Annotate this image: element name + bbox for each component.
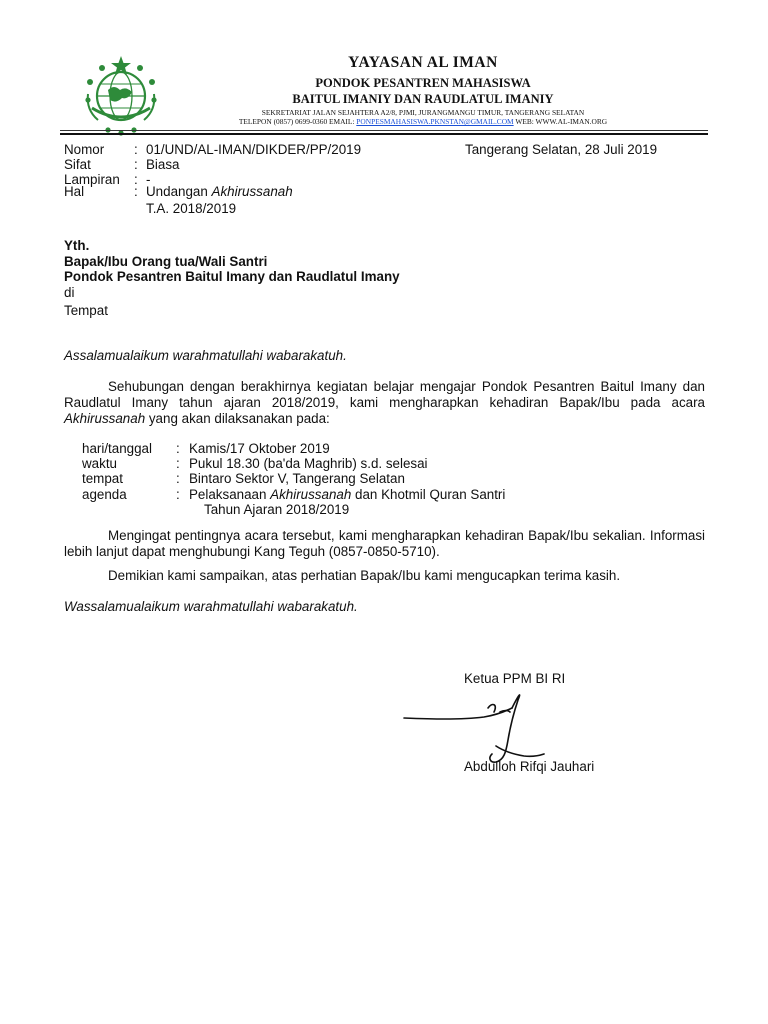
- recipient-tempat: Tempat: [64, 303, 108, 318]
- colon: :: [176, 471, 180, 486]
- recipient-line2: Pondok Pesantren Baitul Imany dan Raudlatul Imany: [64, 269, 400, 284]
- contact-suffix: WEB: WWW.AL-IMAN.ORG: [513, 117, 608, 126]
- lampiran-value: -: [146, 172, 151, 187]
- handwritten-signature: [400, 688, 550, 768]
- email-link[interactable]: PONPESMAHASISWA.PKNSTAN@GMAIL.COM: [356, 117, 514, 126]
- agenda-suffix: dan Khotmil Quran Santri: [351, 487, 506, 502]
- colon: :: [134, 157, 138, 172]
- agenda-italic: Akhirussanah: [270, 487, 352, 502]
- recipient-line1: Bapak/Ibu Orang tua/Wali Santri: [64, 254, 268, 269]
- paragraph-1-italic: Akhirussanah: [64, 411, 146, 426]
- waktu-value: Pukul 18.30 (ba'da Maghrib) s.d. selesai: [189, 456, 428, 471]
- sifat-label: Sifat: [64, 157, 91, 172]
- hal-prefix: Undangan: [146, 184, 212, 199]
- waktu-label: waktu: [82, 456, 117, 471]
- tempat-value: Bintaro Sektor V, Tangerang Selatan: [189, 471, 405, 486]
- paragraph-1-b: yang akan dilaksanakan pada:: [145, 411, 330, 426]
- hal-value: [146, 184, 293, 199]
- org-subtitle-2: BAITUL IMANIY DAN RAUDLATUL IMANIY: [292, 92, 554, 106]
- org-name: YAYASAN AL IMAN: [348, 54, 498, 71]
- agenda-value: [189, 487, 505, 502]
- header-rule-thick: [60, 133, 708, 135]
- org-address: SEKRETARIAT JALAN SEJAHTERA A2/8, PJMI, JURANGMANGU TIMUR, TANGERANG SELATAN: [261, 108, 585, 117]
- agenda-label: agenda: [82, 487, 127, 502]
- paragraph-3: Demikian kami sampaikan, atas perhatian Bapak/Ibu kami mengucapkan terima kasih.: [108, 568, 621, 583]
- hari-value: Kamis/17 Oktober 2019: [189, 441, 330, 456]
- org-subtitle-1: PONDOK PESANTREN MAHASISWA: [315, 76, 531, 90]
- letter-date: Tangerang Selatan, 28 Juli 2019: [465, 142, 658, 157]
- colon: :: [176, 487, 180, 502]
- lampiran-label: Lampiran: [64, 172, 120, 187]
- nomor-label: Nomor: [64, 142, 105, 157]
- header-rule-thin: [60, 130, 708, 131]
- tempat-label: tempat: [82, 471, 123, 486]
- paragraph-1: [64, 379, 705, 427]
- signatory-name: Abdulloh Rifqi Jauhari: [464, 759, 595, 774]
- yth: Yth.: [64, 238, 90, 253]
- hari-label: hari/tanggal: [82, 441, 152, 456]
- colon: :: [176, 441, 180, 456]
- signature-title: Ketua PPM BI RI: [464, 671, 566, 686]
- contact-prefix: TELEPON (0857) 0699-0360 EMAIL:: [238, 117, 357, 126]
- org-contact: [160, 117, 686, 126]
- agenda-prefix: Pelaksanaan: [189, 487, 271, 502]
- hal-label: Hal: [64, 184, 85, 199]
- colon: :: [176, 456, 180, 471]
- colon: :: [134, 184, 138, 199]
- nomor-value: 01/UND/AL-IMAN/DIKDER/PP/2019: [146, 142, 362, 157]
- paragraph-1-a: Sehubungan dengan berakhirnya kegiatan belajar mengajar Pondok Pesantren Baitul Imany dan Raudlatul Imany tahun ajaran 2018/2019, kami mengharapkan kehadiran Bapak/Ibu pada acara: [64, 379, 705, 410]
- hal-italic: Akhirussanah: [211, 184, 293, 199]
- colon: :: [134, 172, 138, 187]
- closing: Wassalamualaikum warahmatullahi wabarakatuh.: [64, 599, 358, 614]
- agenda-line2: Tahun Ajaran 2018/2019: [204, 502, 350, 517]
- recipient-di: di: [64, 285, 75, 300]
- colon: :: [134, 142, 138, 157]
- nahdlatul-ulama-globe-logo-icon: [76, 50, 166, 140]
- hal-value-line2: T.A. 2018/2019: [146, 201, 237, 216]
- greeting: Assalamualaikum warahmatullahi wabarakatuh.: [64, 348, 347, 363]
- paragraph-2: Mengingat pentingnya acara tersebut, kami mengharapkan kehadiran Bapak/Ibu sekalian. Informasi lebih lanjut dapat menghubungi Kang Teguh (0857-0850-5710).: [64, 528, 705, 559]
- sifat-value: Biasa: [146, 157, 180, 172]
